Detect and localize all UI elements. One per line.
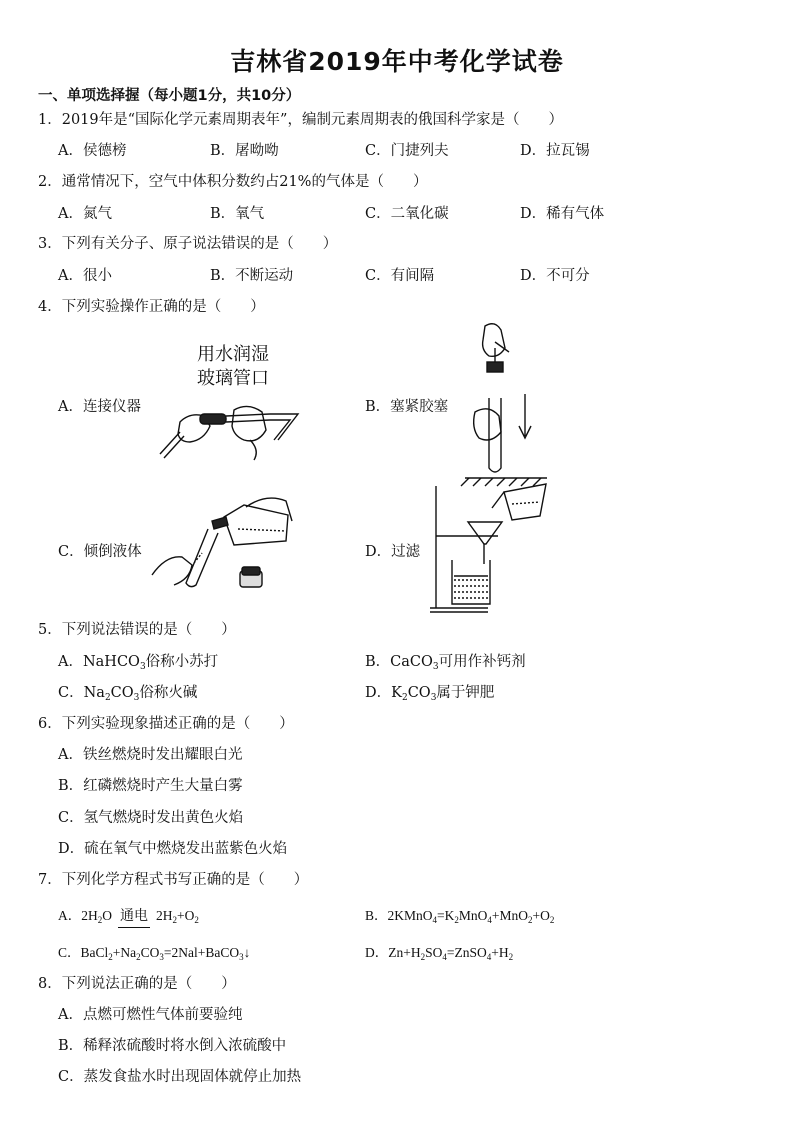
figure-caption-line2: 玻璃管口 [197,368,269,389]
filtration-figure [428,480,558,615]
q4-option-d: D．过滤 [365,544,421,560]
question-5-stem: 5．下列说法错误的是（ ） [38,622,236,638]
q1-option-c: C．门捷列夫 [365,143,449,159]
q1-option-a: A．侯德榜 [58,143,127,159]
q5-option-b: B．CaCO$_3$可用作补钙剂 [365,654,526,672]
q6-option-d: D．硫在氧气中燃烧发出蓝紫色火焰 [58,841,288,857]
question-8-stem: 8．下列说法正确的是（ ） [38,976,236,992]
q4-option-b: B．塞紧胶塞 [365,399,449,415]
q7-option-a: A．$2H_2O$ 通电 $2H_2+O_2$ [58,904,199,925]
q7-option-c: C．$BaCl_2+Na_2CO_3=2Nal+BaCO_3↓$ [58,945,251,962]
q3-option-c: C．有间隔 [365,268,435,284]
stopper-drawing [455,318,555,488]
q8-option-b: B．稀释浓硫酸时将水倒入浓硫酸中 [58,1038,287,1054]
figure-caption-line1: 用水润湿 [197,344,269,365]
q6-option-c: C．氢气燃烧时发出黄色火焰 [58,810,244,826]
q1-option-b: B．屠呦呦 [210,143,279,159]
question-4-stem: 4．下列实验操作正确的是（ ） [38,299,265,315]
q2-option-b: B．氧气 [210,206,265,222]
q4-option-c: C．倾倒液体 [58,544,142,560]
q4-option-a: A．连接仪器 [58,399,141,415]
hands-tube-drawing [150,392,310,462]
question-2-stem: 2．通常情况下，空气中体积分数约占21%的气体是（ ） [38,174,428,190]
section-heading: 一、单项选择握（每小题1分，共10分） [38,88,301,104]
connect-instruments-figure [150,340,310,462]
question-7-stem: 7．下列化学方程式书写正确的是（ ） [38,872,309,888]
q3-option-a: A．很小 [58,268,112,284]
electrolysis-condition: 通电 [120,905,148,925]
question-3-stem: 3．下列有关分子、原子说法错误的是（ ） [38,236,338,252]
q1-option-d: D．拉瓦锡 [520,143,590,159]
q3-option-b: B．不断运动 [210,268,294,284]
pour-liquid-drawing [150,493,300,603]
stopper-figure [455,318,555,488]
q2-option-d: D．稀有气体 [520,206,605,222]
question-6-stem: 6．下列实验现象描述正确的是（ ） [38,716,294,732]
q6-option-b: B．红磷燃烧时产生大量白雾 [58,778,243,794]
q6-option-a: A．铁丝燃烧时发出耀眼白光 [58,747,243,763]
q5-option-c: C．$Na_2CO_3$俗称火碱 [58,685,198,703]
q8-option-a: A．点燃可燃性气体前要验纯 [58,1007,243,1023]
q2-option-a: A．氮气 [58,206,112,222]
q8-option-c: C．蒸发食盐水时出现固体就停止加热 [58,1069,302,1085]
question-1-stem: 1．2019年是“国际化学元素周期表年”，编制元素周期表的俄国科学家是（ ） [38,112,563,128]
q2-option-c: C．二氧化碳 [365,206,449,222]
q5-option-a: A．NaHCO$_3$俗称小苏打 [58,654,219,672]
q7-option-d: D．$Zn+H_2SO_4=ZnSO_4+H_2$ [365,945,514,962]
page-title: 吉林省2019年中考化学试卷 [230,47,564,76]
q3-option-d: D．不可分 [520,268,590,284]
pour-liquid-figure [150,493,300,603]
q7-option-b: B．$2KMnO_4=K_2MnO_4+MnO_2+O_2$ [365,908,555,925]
q5-option-d: D．$K_2CO_3$属于钾肥 [365,685,495,703]
filtration-drawing [428,480,558,615]
